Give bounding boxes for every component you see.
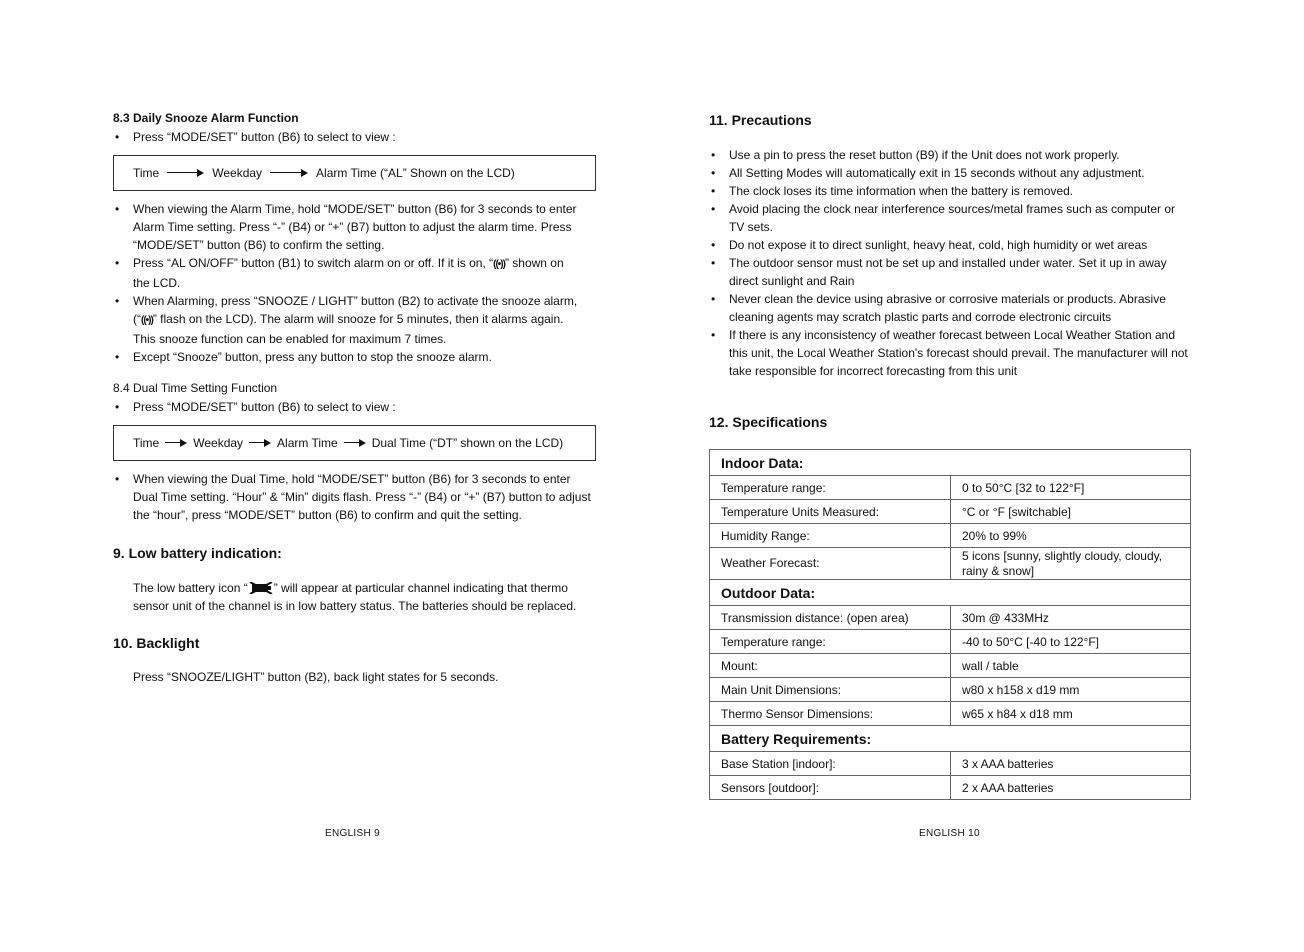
text-line: If there is any inconsistency of weather forecast between Local Weather Station and <box>729 328 1176 342</box>
table-row <box>710 702 1191 726</box>
section-11-title: 11. Precautions <box>709 112 812 128</box>
table-section-header: Outdoor Data: <box>710 580 1191 606</box>
precautions-list <box>709 146 1194 380</box>
table-row <box>710 630 1191 654</box>
table-cell-value: w80 x h158 x d19 mm <box>951 678 1191 702</box>
low-battery-icon <box>248 582 274 594</box>
table-cell-value: w65 x h84 x d18 mm <box>951 702 1191 726</box>
text-line: (“ <box>133 312 141 326</box>
section-10-title: 10. Backlight <box>113 635 200 651</box>
text-line: When viewing the Alarm Time, hold “MODE/SET” button (B6) for 3 seconds to enter <box>133 202 577 216</box>
list-item: • Press “MODE/SET” button (B6) to select to view : <box>113 398 603 416</box>
list-item <box>709 200 1194 236</box>
page-footer: ENGLISH 9 <box>325 828 380 839</box>
alarm-signal-icon: ((•)) <box>493 259 505 270</box>
table-cell-key: Temperature range: <box>710 476 951 500</box>
flow-step: Time <box>133 166 160 180</box>
text-line: rainy & snow] <box>962 563 1035 578</box>
section-8-3-title: 8.3 Daily Snooze Alarm Function <box>113 111 299 125</box>
table-cell-value: °C or °F [switchable] <box>951 500 1191 524</box>
list-item <box>709 254 1194 290</box>
text-line: The outdoor sensor must not be set up and installed under water. Set it up in away <box>729 256 1167 270</box>
table-cell-key: Temperature range: <box>710 630 951 654</box>
table-row <box>710 654 1191 678</box>
table-row <box>710 606 1191 630</box>
dual-time-flow-box <box>113 425 596 461</box>
table-section-header: Battery Requirements: <box>710 726 1191 752</box>
table-section-row <box>710 726 1191 752</box>
text-line: direct sunlight and Rain <box>729 274 855 288</box>
flow-step: Dual Time (“DT” shown on the LCD) <box>371 436 564 450</box>
section-12-title: 12. Specifications <box>709 414 828 430</box>
table-cell-value: 20% to 99% <box>951 524 1191 548</box>
flow-step: Time <box>133 436 160 450</box>
table-cell-value: -40 to 50°C [-40 to 122°F] <box>951 630 1191 654</box>
table-row <box>710 678 1191 702</box>
table-row <box>710 476 1191 500</box>
table-cell-key: Mount: <box>710 654 951 678</box>
text-line: ” shown on <box>504 256 564 270</box>
page-footer: ENGLISH 10 <box>919 828 980 839</box>
arrow-right-icon <box>344 438 366 448</box>
table-cell-value: 3 x AAA batteries <box>951 752 1191 776</box>
text-line: When Alarming, press “SNOOZE / LIGHT” button (B2) to activate the snooze alarm, <box>133 294 578 308</box>
flow-step: Weekday <box>212 166 263 180</box>
list-item: • Use a pin to press the reset button (B9) if the Unit does not work properly. <box>709 146 1194 164</box>
table-cell-key: Base Station [indoor]: <box>710 752 951 776</box>
list-item: • All Setting Modes will automatically exit in 15 seconds without any adjustment. <box>709 164 1194 182</box>
table-cell-key: Sensors [outdoor]: <box>710 776 951 800</box>
text-line: This snooze function can be enabled for maximum 7 times. <box>133 332 447 346</box>
text-line: ” flash on the LCD). The alarm will snooze for 5 minutes, then it alarms again. <box>152 312 564 326</box>
flow-step: Alarm Time <box>277 436 338 450</box>
table-row <box>710 500 1191 524</box>
text-line: Avoid placing the clock near interference sources/metal frames such as computer or <box>729 202 1175 216</box>
table-cell-value <box>951 548 1191 580</box>
list-item <box>113 200 603 254</box>
flow-step: Weekday <box>193 436 244 450</box>
table-cell-key: Temperature Units Measured: <box>710 500 951 524</box>
table-cell-key: Main Unit Dimensions: <box>710 678 951 702</box>
text-line: Never clean the device using abrasive or corrosive materials or products. Abrasive <box>729 292 1166 306</box>
table-row <box>710 524 1191 548</box>
table-section-row <box>710 580 1191 606</box>
text-line: Alarm Time setting. Press “-” (B4) or “+” (B7) button to adjust the alarm time. Press <box>133 220 572 234</box>
section-9-title: 9. Low battery indication: <box>113 545 282 561</box>
table-section-row <box>710 450 1191 476</box>
text-line: When viewing the Dual Time, hold “MODE/SET” button (B6) for 3 seconds to enter <box>133 472 571 486</box>
section-8-3-bullets <box>113 200 603 366</box>
table-cell-key: Weather Forecast: <box>710 548 951 580</box>
table-cell-value: 0 to 50°C [32 to 122°F] <box>951 476 1191 500</box>
text-line: “MODE/SET” button (B6) to confirm the setting. <box>133 238 385 252</box>
table-row <box>710 776 1191 800</box>
list-item: • Press “MODE/SET” button (B6) to select to view : <box>113 128 603 146</box>
text-line: the LCD. <box>133 276 181 290</box>
table-row <box>710 752 1191 776</box>
section-8-3-intro-list <box>113 128 603 146</box>
list-item <box>709 326 1194 380</box>
text-line: this unit, the Local Weather Station's forecast should prevail. The manufacturer will not <box>729 346 1188 360</box>
table-cell-value: wall / table <box>951 654 1191 678</box>
arrow-right-icon <box>249 438 271 448</box>
text-line: 5 icons [sunny, slightly cloudy, cloudy, <box>962 548 1163 563</box>
section-8-4-title: 8.4 Dual Time Setting Function <box>113 381 278 395</box>
alarm-flow-box <box>113 155 596 191</box>
list-item: • The clock loses its time information when the battery is removed. <box>709 182 1194 200</box>
text-line: TV sets. <box>729 220 774 234</box>
list-item: • Except “Snooze” button, press any button to stop the snooze alarm. <box>113 348 603 366</box>
alarm-signal-icon: ((•)) <box>141 315 153 326</box>
specifications-table <box>709 449 1191 800</box>
text-line: the “hour”, press “MODE/SET” button (B6) to confirm and quit the setting. <box>133 508 522 522</box>
table-cell-key: Transmission distance: (open area) <box>710 606 951 630</box>
text-line: sensor unit of the channel is in low battery status. The batteries should be replaced. <box>133 599 577 613</box>
arrow-right-icon <box>167 168 204 178</box>
text-line: ” will appear at particular channel indicating that thermo <box>273 581 568 595</box>
arrow-right-icon <box>165 438 187 448</box>
section-8-4-intro-list <box>113 398 603 416</box>
section-10-text: Press “SNOOZE/LIGHT” button (B2), back light states for 5 seconds. <box>133 670 499 684</box>
text-line: take responsible for incorrect forecasting from this unit <box>729 364 1018 378</box>
list-item <box>113 292 603 348</box>
list-item <box>113 470 603 524</box>
section-9-text <box>133 579 603 615</box>
text-line: cleaning agents may scratch plastic parts and corrode electronic circuits <box>729 310 1112 324</box>
text-line: Dual Time setting. “Hour” & “Min” digits flash. Press “-” (B4) or “+” (B7) button to adjust <box>133 490 591 504</box>
text-line: Press “AL ON/OFF” button (B1) to switch alarm on or off. If it is on, “ <box>133 256 494 270</box>
list-item: • Do not expose it to direct sunlight, heavy heat, cold, high humidity or wet areas <box>709 236 1194 254</box>
flow-step: Alarm Time (“AL” Shown on the LCD) <box>316 166 515 180</box>
table-row <box>710 548 1191 580</box>
list-item <box>113 254 603 292</box>
table-cell-value: 30m @ 433MHz <box>951 606 1191 630</box>
arrow-right-icon <box>270 168 308 178</box>
table-section-header: Indoor Data: <box>710 450 1191 476</box>
table-cell-value: 2 x AAA batteries <box>951 776 1191 800</box>
list-item <box>709 290 1194 326</box>
text-line: The low battery icon “ <box>133 581 248 595</box>
section-8-4-bullets <box>113 470 603 524</box>
table-cell-key: Thermo Sensor Dimensions: <box>710 702 951 726</box>
table-cell-key: Humidity Range: <box>710 524 951 548</box>
